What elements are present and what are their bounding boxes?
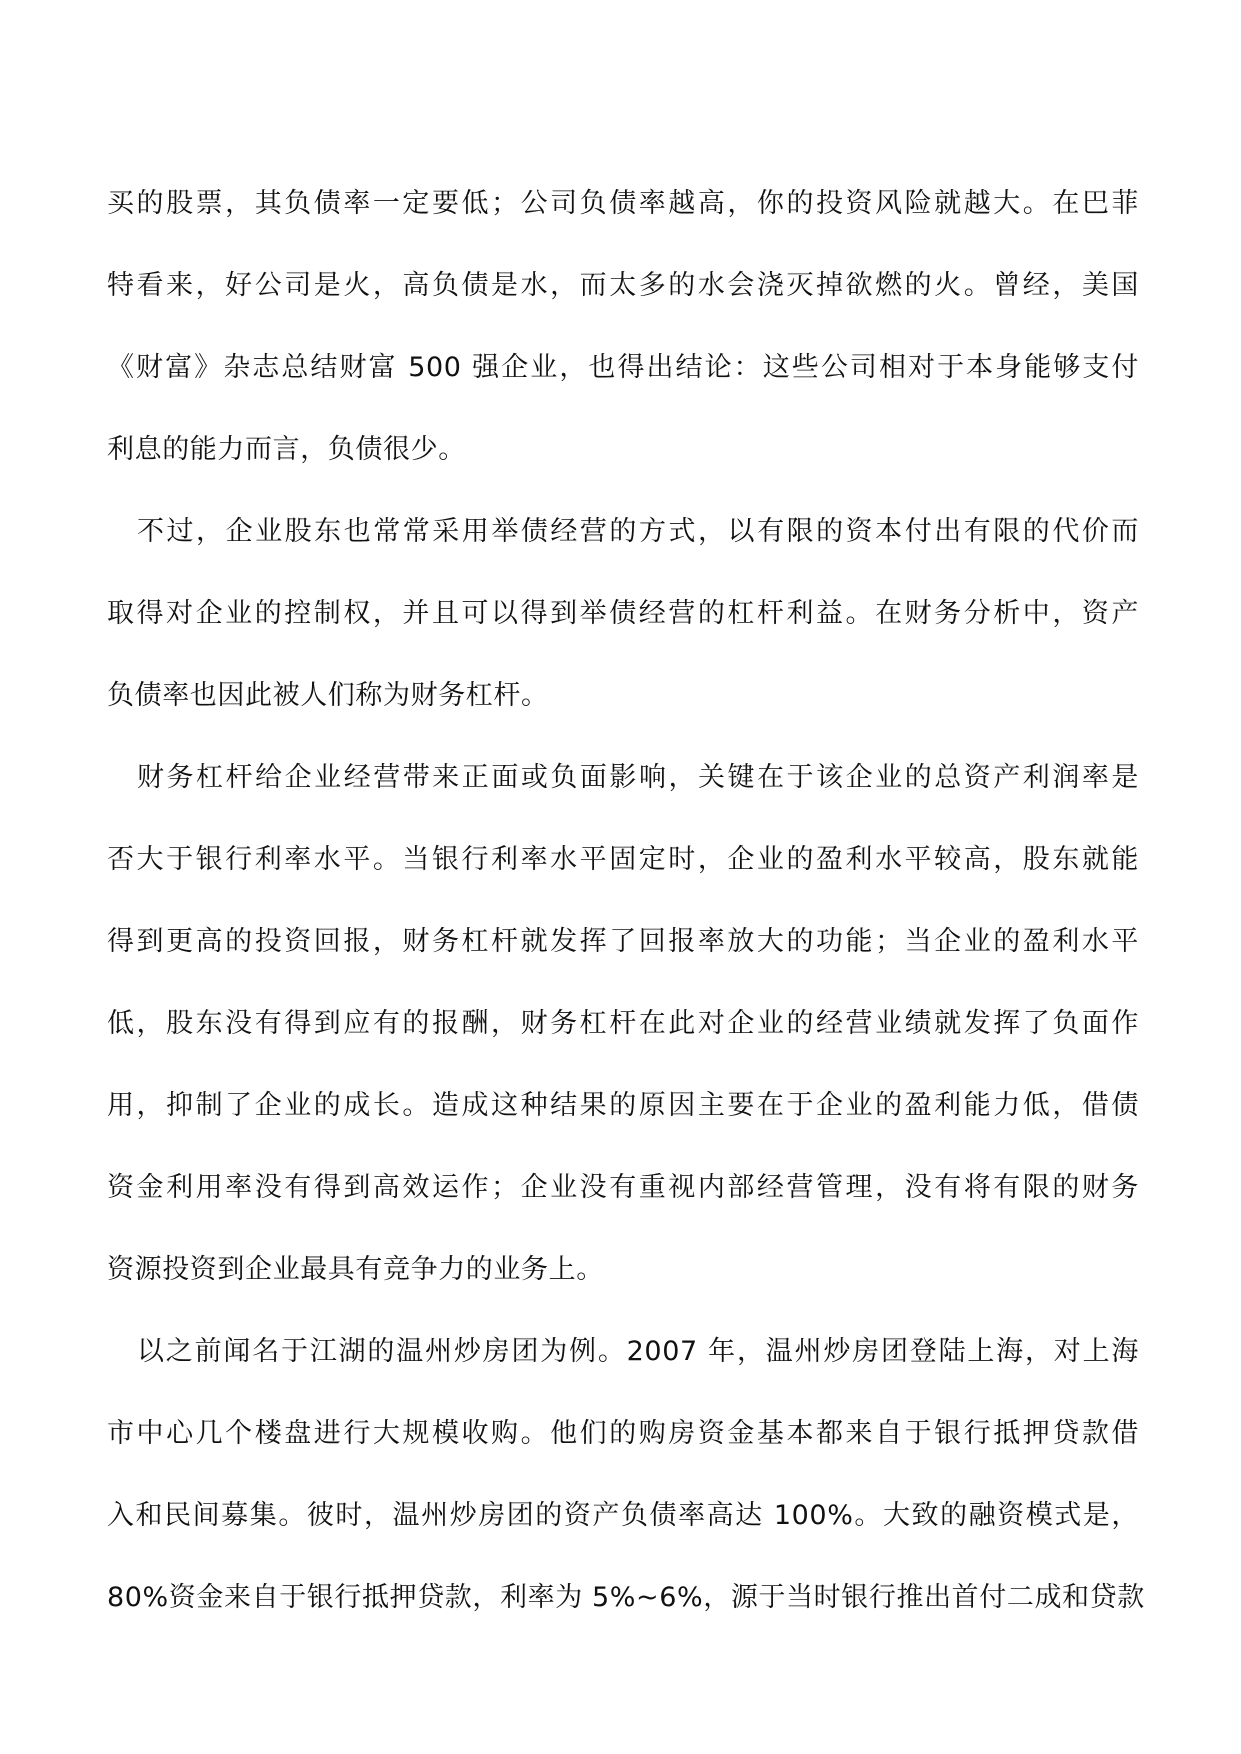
text-line: 买的股票，其负债率一定要低；公司负债率越高，你的投资风险就越大。在巴菲	[107, 188, 1139, 219]
text-line: 财务杠杆给企业经营带来正面或负面影响，关键在于该企业的总资产利润率是	[137, 762, 1139, 793]
text-line: 用，抑制了企业的成长。造成这种结果的原因主要在于企业的盈利能力低，借债	[107, 1090, 1139, 1121]
text-line: 负债率也因此被人们称为财务杠杆。	[107, 680, 549, 711]
text-line: 取得对企业的控制权，并且可以得到举债经营的杠杆利益。在财务分析中，资产	[107, 598, 1139, 629]
text-line: 资源投资到企业最具有竞争力的业务上。	[107, 1254, 604, 1285]
text-line: 以之前闻名于江湖的温州炒房团为例。2007 年，温州炒房团登陆上海，对上海	[137, 1336, 1139, 1367]
text-line: 得到更高的投资回报，财务杠杆就发挥了回报率放大的功能；当企业的盈利水平	[107, 926, 1139, 957]
text-line: 80%资金来自于银行抵押贷款，利率为 5%~6%，源于当时银行推出首付二成和贷款	[107, 1582, 1145, 1613]
text-line: 特看来，好公司是火，高负债是水，而太多的水会浇灭掉欲燃的火。曾经，美国	[107, 270, 1139, 301]
text-line: 低，股东没有得到应有的报酬，财务杠杆在此对企业的经营业绩就发挥了负面作	[107, 1008, 1139, 1039]
text-line: 资金利用率没有得到高效运作；企业没有重视内部经营管理，没有将有限的财务	[107, 1172, 1139, 1203]
text-line: 利息的能力而言，负债很少。	[107, 434, 466, 465]
text-line: 不过，企业股东也常常采用举债经营的方式，以有限的资本付出有限的代价而	[137, 516, 1139, 547]
text-line: 否大于银行利率水平。当银行利率水平固定时，企业的盈利水平较高，股东就能	[107, 844, 1139, 875]
text-line: 《财富》杂志总结财富 500 强企业，也得出结论：这些公司相对于本身能够支付	[107, 352, 1139, 383]
text-line: 市中心几个楼盘进行大规模收购。他们的购房资金基本都来自于银行抵押贷款借	[107, 1418, 1139, 1449]
text-line: 入和民间募集。彼时，温州炒房团的资产负债率高达 100%。大致的融资模式是，	[107, 1500, 1139, 1531]
document-body	[107, 163, 1145, 1639]
